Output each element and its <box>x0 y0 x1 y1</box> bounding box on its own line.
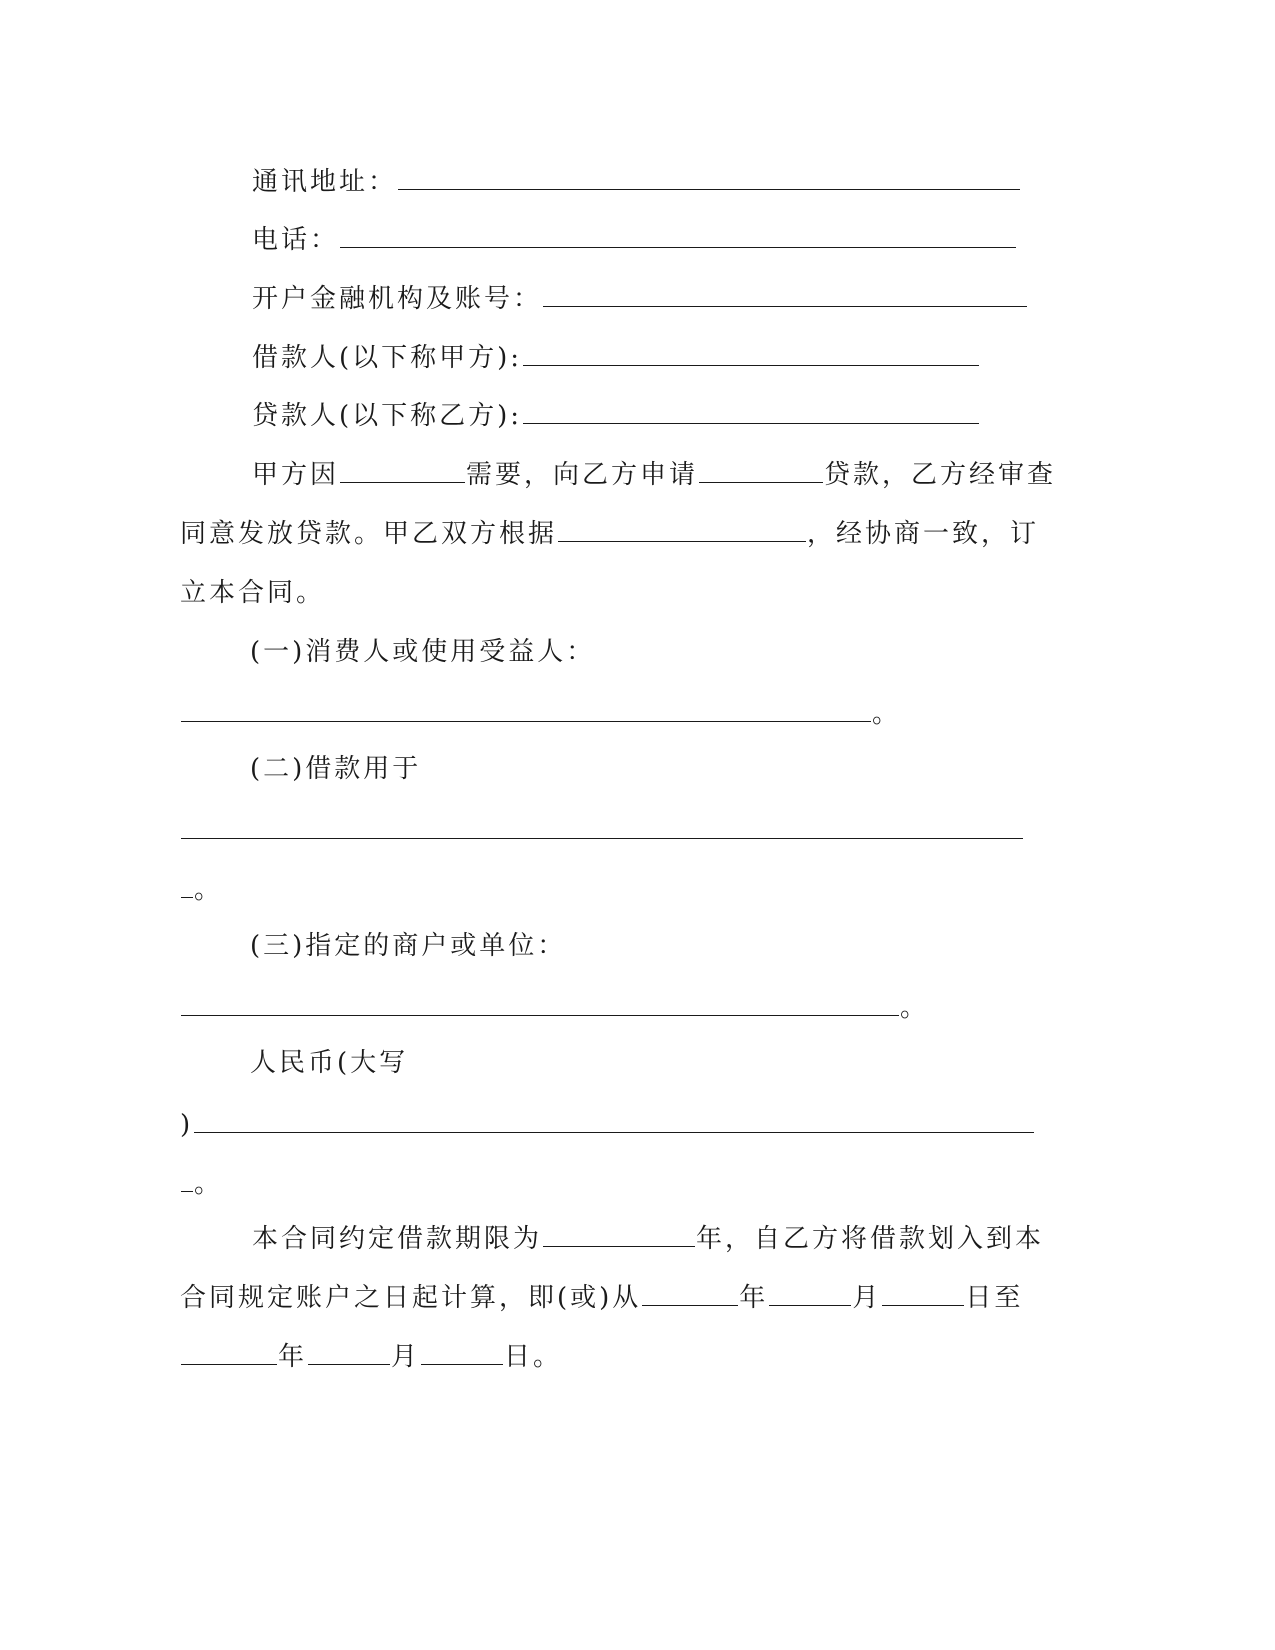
lender-blank[interactable] <box>523 401 979 424</box>
term-line-3 <box>180 1341 562 1373</box>
term-text: 本合同约定借款期限为 <box>252 1224 543 1254</box>
clause-1-label-line <box>250 636 595 668</box>
month-label: 月 <box>391 1342 421 1372</box>
end-day-blank[interactable] <box>421 1342 503 1365</box>
loan-use-blank-cont[interactable] <box>181 875 193 898</box>
intro-text: ，经协商一致，订 <box>807 519 1040 549</box>
lender-label: 贷款人(以下称乙方): <box>252 401 523 431</box>
intro-text: 同意发放贷款。甲乙双方根据 <box>180 519 558 549</box>
amount-label: 人民币(大写 <box>250 1048 409 1078</box>
term-text: 合同规定账户之日起计算，即(或)从 <box>180 1283 642 1313</box>
amount-label-line <box>250 1047 408 1079</box>
beneficiary-blank[interactable] <box>181 699 871 722</box>
start-month-blank[interactable] <box>769 1283 851 1306</box>
intro-text: 贷款，乙方经审查 <box>824 460 1057 490</box>
basis-blank[interactable] <box>558 519 806 542</box>
clause-3-label-line <box>250 930 566 962</box>
month-label: 月 <box>852 1283 882 1313</box>
phone-label: 电话： <box>252 225 340 255</box>
amount-end-line <box>180 1168 223 1200</box>
clause-end: 。 <box>194 875 224 905</box>
clause-3-fill-line <box>180 992 929 1024</box>
phone-line <box>252 224 1017 256</box>
term-text: 日至 <box>965 1283 1024 1313</box>
amount-end: 。 <box>194 1169 224 1199</box>
bank-label: 开户金融机构及账号： <box>252 284 543 314</box>
phone-blank[interactable] <box>340 225 1016 248</box>
clause-3-label: (三)指定的商户或单位： <box>250 931 567 961</box>
term-line-1 <box>252 1223 1044 1255</box>
clause-1-fill-line <box>180 698 901 730</box>
intro-text: 甲方因 <box>252 460 340 490</box>
close-paren: ) <box>180 1110 194 1140</box>
year-label: 年 <box>739 1283 769 1313</box>
term-text: 日。 <box>504 1342 563 1372</box>
amount-blank-cont[interactable] <box>181 1169 193 1192</box>
intro-text: 需要，向乙方申请 <box>466 460 699 490</box>
amount-fill-line <box>180 1109 1035 1141</box>
clause-2-label-line <box>250 753 421 785</box>
term-text: 年，自乙方将借款划入到本 <box>696 1224 1045 1254</box>
start-year-blank[interactable] <box>642 1283 738 1306</box>
end-month-blank[interactable] <box>308 1342 390 1365</box>
term-years-blank[interactable] <box>543 1224 695 1247</box>
borrower-blank[interactable] <box>523 343 979 366</box>
borrower-line <box>252 342 980 374</box>
bank-blank[interactable] <box>543 284 1027 307</box>
year-label: 年 <box>278 1342 308 1372</box>
clause-1-label: (一)消费人或使用受益人： <box>250 637 596 667</box>
clause-end: 。 <box>872 699 902 729</box>
intro-line-1 <box>252 459 1056 491</box>
loan-type-blank[interactable] <box>699 460 823 483</box>
loan-use-blank[interactable] <box>181 816 1023 839</box>
intro-line-3 <box>180 577 325 609</box>
address-blank[interactable] <box>398 167 1020 190</box>
merchant-blank[interactable] <box>181 993 899 1016</box>
term-line-2 <box>180 1282 1023 1314</box>
borrower-label: 借款人(以下称甲方): <box>252 343 523 373</box>
purpose-blank[interactable] <box>340 460 465 483</box>
clause-end: 。 <box>900 993 930 1023</box>
intro-text: 立本合同。 <box>180 578 326 608</box>
clause-2-fill-line <box>180 815 1024 847</box>
intro-line-2 <box>180 518 1039 550</box>
lender-line <box>252 400 980 432</box>
clause-2-end-line <box>180 874 223 906</box>
amount-blank[interactable] <box>194 1110 1034 1133</box>
address-label: 通讯地址： <box>252 167 398 197</box>
bank-line <box>252 283 1028 315</box>
address-line <box>252 166 1021 198</box>
start-day-blank[interactable] <box>882 1283 964 1306</box>
clause-2-label: (二)借款用于 <box>250 754 422 784</box>
end-year-blank[interactable] <box>181 1342 277 1365</box>
